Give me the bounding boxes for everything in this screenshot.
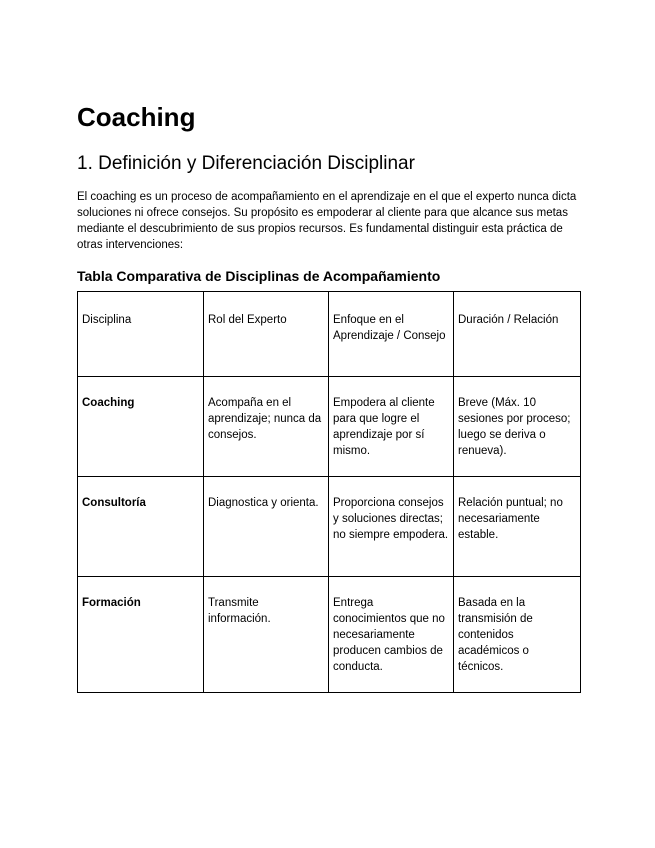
table-cell: Entrega conocimientos que no necesariamente producen cambios de conducta. [329, 577, 454, 693]
table-title: Tabla Comparativa de Disciplinas de Acompañamiento [77, 268, 441, 284]
header-cell-disciplina: Disciplina [78, 292, 204, 377]
intro-paragraph: El coaching es un proceso de acompañamiento en el aprendizaje en el que el experto nunca dicta soluciones ni ofrece consejos. Su propósito es empoderar al cliente para que alcance sus metas mediante el descubrimiento de sus propios recursos. Es fundamental distinguir esta práctica de otras intervenciones: [77, 191, 577, 251]
table-row [78, 577, 581, 693]
table-cell: Breve (Máx. 10 sesiones por proceso; luego se deriva o renueva). [454, 377, 581, 477]
table-cell: Proporciona consejos y soluciones directas; no siempre empodera. [329, 477, 454, 577]
header-cell-rol: Rol del Experto [204, 292, 329, 377]
table-header-row [78, 292, 581, 377]
table-cell: Transmite información. [204, 577, 329, 693]
table-row [78, 377, 581, 477]
table-cell-discipline: Formación [78, 577, 204, 693]
header-cell-enfoque: Enfoque en el Aprendizaje / Consejo [329, 292, 454, 377]
table-cell: Relación puntual; no necesariamente estable. [454, 477, 581, 577]
document-title: Coaching [77, 102, 196, 132]
table-cell: Basada en la transmisión de contenidos académicos o técnicos. [454, 577, 581, 693]
comparison-table [77, 291, 581, 693]
table-cell: Empodera al cliente para que logre el aprendizaje por sí mismo. [329, 377, 454, 477]
section-heading: 1. Definición y Diferenciación Disciplinar [77, 153, 415, 174]
table-row [78, 477, 581, 577]
table-cell-discipline: Consultoría [78, 477, 204, 577]
table-cell: Acompaña en el aprendizaje; nunca da consejos. [204, 377, 329, 477]
table-cell-discipline: Coaching [78, 377, 204, 477]
table-cell: Diagnostica y orienta. [204, 477, 329, 577]
header-cell-duracion: Duración / Relación [454, 292, 581, 377]
